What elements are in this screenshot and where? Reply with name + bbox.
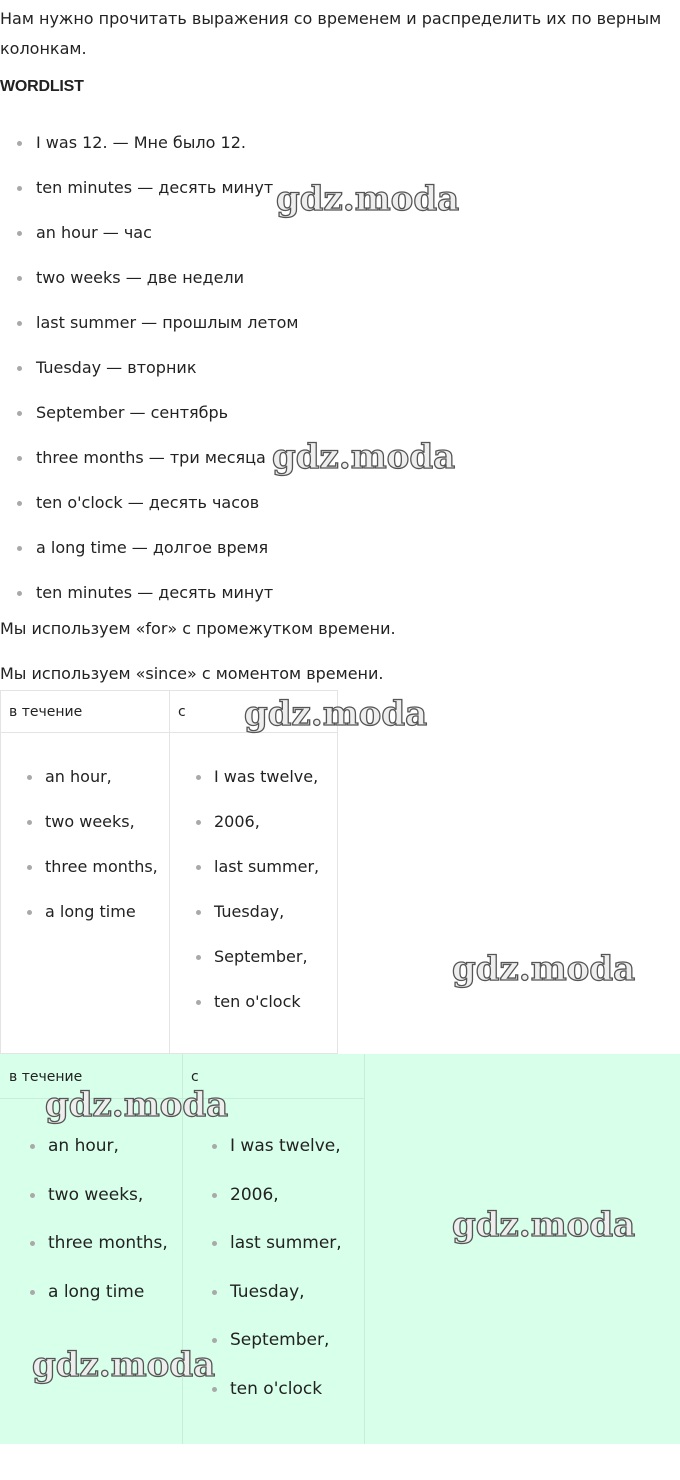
list-item: I was 12. — Мне было 12.	[0, 120, 299, 165]
list-item: ten o'clock — десять часов	[0, 480, 299, 525]
watermark: gdz.moda	[32, 1345, 216, 1385]
wordlist	[0, 120, 299, 615]
list-item: three months,	[1, 844, 158, 889]
list-item: last summer,	[186, 1219, 342, 1268]
list-item: three months — три месяца	[0, 435, 299, 480]
wordlist-heading: WORDLIST	[0, 78, 84, 95]
since-column-list	[170, 754, 319, 1024]
list-item: three months,	[4, 1219, 168, 1268]
list-item: 2006,	[186, 1171, 342, 1220]
list-item: an hour,	[4, 1122, 168, 1171]
watermark: gdz.moda	[276, 179, 460, 219]
list-item: last summer,	[170, 844, 319, 889]
list-item: September,	[186, 1316, 342, 1365]
rule-for: Мы используем «for» с промежутком времени.	[0, 619, 396, 638]
column-divider	[364, 1054, 365, 1444]
watermark: gdz.moda	[244, 694, 428, 734]
list-item: I was twelve,	[186, 1122, 342, 1171]
list-item: September — сентябрь	[0, 390, 299, 435]
header-since: с	[191, 1069, 199, 1085]
list-item: a long time — долгое время	[0, 525, 299, 570]
list-item: an hour — час	[0, 210, 299, 255]
for-column-list	[1, 754, 158, 934]
list-item: two weeks,	[1, 799, 158, 844]
list-item: a long time	[1, 889, 158, 934]
header-for: в течение	[9, 704, 83, 720]
list-item: Tuesday,	[186, 1268, 342, 1317]
list-item: two weeks,	[4, 1171, 168, 1220]
list-item: ten o'clock	[186, 1365, 342, 1414]
list-item: Tuesday — вторник	[0, 345, 299, 390]
header-for: в течение	[9, 1069, 83, 1085]
list-item: September,	[170, 934, 319, 979]
list-item: two weeks — две недели	[0, 255, 299, 300]
watermark: gdz.moda	[45, 1085, 229, 1125]
watermark: gdz.moda	[272, 437, 456, 477]
list-item: last summer — прошлым летом	[0, 300, 299, 345]
list-item: a long time	[4, 1268, 168, 1317]
for-column-list	[4, 1122, 168, 1316]
list-item: an hour,	[1, 754, 158, 799]
header-since: с	[178, 704, 186, 720]
list-item: ten minutes — десять минут	[0, 570, 299, 615]
list-item: ten minutes — десять минут	[0, 165, 299, 210]
list-item: 2006,	[170, 799, 319, 844]
watermark: gdz.moda	[452, 949, 636, 989]
rule-since: Мы используем «since» с моментом времени.	[0, 664, 384, 683]
watermark: gdz.moda	[452, 1205, 636, 1245]
list-item: Tuesday,	[170, 889, 319, 934]
list-item: I was twelve,	[170, 754, 319, 799]
list-item: ten o'clock	[170, 979, 319, 1024]
intro-text: Нам нужно прочитать выражения со временем и распределить их по верным колонкам.	[0, 9, 662, 58]
for-since-table	[0, 690, 338, 1054]
